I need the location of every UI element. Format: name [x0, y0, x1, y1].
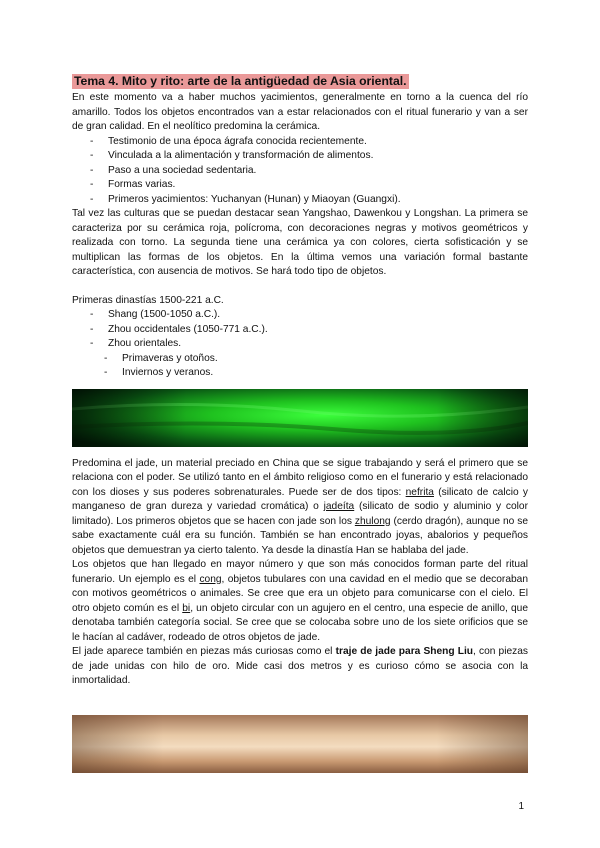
list-item: - Inviernos y veranos.	[104, 366, 528, 381]
document-page	[72, 72, 528, 783]
dynasties-heading: Primeras dinastías 1500-221 a.C.	[72, 294, 224, 306]
term-bi: bi	[182, 602, 191, 614]
list-item: - Primeros yacimientos: Yuchanyan (Hunan) y Miaoyan (Guangxi).	[90, 193, 528, 208]
gold-banner-image	[72, 715, 528, 773]
neolithic-list	[72, 135, 528, 208]
zhou-sublist	[72, 352, 528, 381]
list-item: - Primaveras y otoños.	[104, 352, 528, 367]
page-title: Tema 4. Mito y rito: arte de la antigüedad de Asia oriental.	[74, 74, 407, 88]
list-item: - Formas varias.	[90, 178, 528, 193]
term-nefrita: nefrita	[405, 486, 434, 498]
page-number: 1	[518, 801, 524, 812]
term-cong: cong	[199, 573, 222, 585]
jade-paragraph-3: El jade aparece también en piezas más curiosas como el traje de jade para Sheng Liu, con piezas de jade unidas con hilo de oro. Mide casi dos metros y es curioso cómo se asocia con la inmortalidad.	[72, 646, 529, 686]
term-jade-suit: traje de jade para Sheng Liu	[335, 646, 474, 657]
list-item: - Zhou orientales.	[90, 337, 528, 352]
term-zhulong: zhulong	[354, 515, 391, 527]
list-item: - Paso a una sociedad sedentaria.	[90, 164, 528, 179]
dynasties-list	[72, 308, 528, 352]
intro-paragraph: En este momento va a haber muchos yacimientos, generalmente en torno a la cuenca del río amarillo. Todos los objetos encontrados van a estar relacionados con el ritual funerario y van a ser de gran calidad. En el neolítico predomina la cerámica.	[72, 92, 528, 132]
list-item: - Vinculada a la alimentación y transformación de alimentos.	[90, 149, 528, 164]
list-item: - Shang (1500-1050 a.C.).	[90, 308, 528, 323]
list-item: - Testimonio de una época ágrafa conocida recientemente.	[90, 135, 528, 150]
jade-banner-image	[72, 389, 528, 447]
cultures-paragraph: Tal vez las culturas que se puedan destacar sean Yangshao, Dawenkou y Longshan. La primera se caracteriza por su cerámica roja, polícroma, con decoraciones negras y motivos geométricos y realizada con torno. La segunda tiene una cerámica ya con colores, cierta sofisticación y se multiplican las formas de los objetos. En la última vemos una variación formal bastante característica, con ausencia de motivos. Se hará todo tipo de objetos.	[72, 208, 528, 277]
jade-paragraph-2: Los objetos que han llegado en mayor número y que son más conocidos forman parte del ritual funerario. Un ejemplo es el cong, objetos tubulares con una cavidad en el medio que se decoraban con motivos geométricos o animales. Se cree que era un objeto para comunicarse con el cielo. El otro objeto común es el bi, un objeto circular con un agujero en el centro, una especie de anillo, que denotaba también categoría social. Se cree que se colocaba sobre uno de los siete orificios que se le hacían al cadáver, rodeado de otros objetos de jade.	[72, 559, 528, 643]
list-item: - Zhou occidentales (1050-771 a.C.).	[90, 323, 528, 338]
term-jadeita: jadeíta	[323, 501, 355, 512]
jade-paragraph-1: Predomina el jade, un material preciado en China que se sigue trabajando y será el primero que se relaciona con el poder. Se utilizó tanto en el ámbito religioso como en el funerario y está relacionado con los dioses y sus poderes sobrenaturales. Puede ser de dos tipos: nefrita (silicato de calcio y manganeso de gran dureza y variedad cromática) o jadeíta (silicato de sodio y aluminio y color limitado). Los primeros objetos que se hacen con jade son los zhulong (cerdo dragón), aunque no se sabe exactamente cuál era su función. También se han encontrado joyas, abalorios y pequeños objetos que demuestran ya cierto talento. Ya desde la dinastía Han se hablaba del jade.	[72, 457, 529, 556]
